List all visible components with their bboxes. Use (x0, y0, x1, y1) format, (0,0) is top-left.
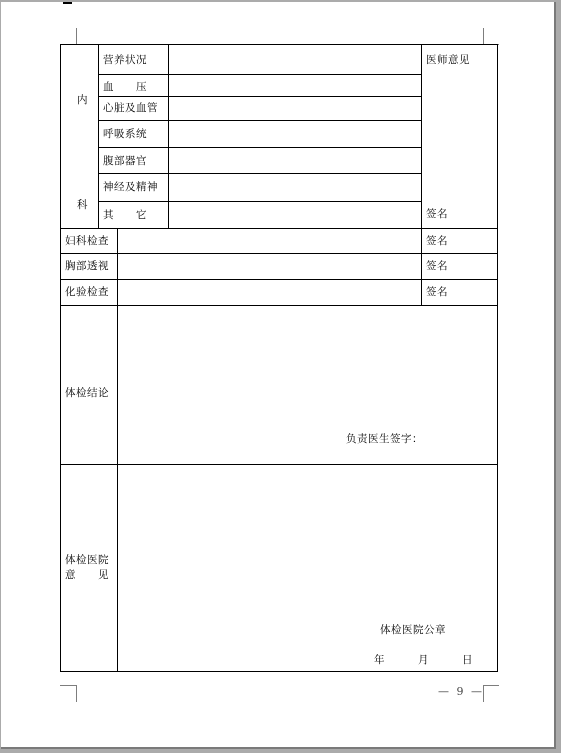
chest-xray-label: 胸部透视 (65, 260, 109, 272)
item-label-blood-pressure: 血 压 (103, 81, 147, 93)
page-number: — 9 — (438, 685, 484, 698)
conclusion-label: 体检结论 (65, 387, 109, 399)
item-label-other: 其 它 (103, 209, 147, 221)
internal-medicine-label-top: 内 (77, 94, 88, 106)
chest-xray-signature-label: 签名 (426, 260, 448, 272)
document-page (1, 2, 556, 749)
item-label-respiratory: 呼吸系统 (103, 128, 147, 140)
item-label-nutrition: 营养状况 (103, 54, 147, 66)
gynecology-signature-label: 签名 (426, 235, 448, 247)
lab-tests-signature-label: 签名 (426, 286, 448, 298)
date-label: 年 月 日 (374, 654, 473, 666)
page-top-marker (63, 2, 72, 4)
hospital-opinion-label-line2: 意 见 (65, 569, 109, 581)
item-label-neuro-psych: 神经及精神 (103, 181, 158, 193)
hospital-opinion-label-line1: 体检医院 (65, 554, 109, 566)
item-label-abdominal: 腹部器官 (103, 155, 147, 167)
doctor-opinion-label: 医师意见 (426, 54, 470, 66)
gynecology-label: 妇科检查 (65, 235, 109, 247)
internal-medicine-label-bottom: 科 (77, 199, 88, 211)
internal-medicine-signature-label: 签名 (426, 208, 448, 220)
lab-tests-label: 化验检查 (65, 286, 109, 298)
item-label-heart-vessels: 心脏及血管 (103, 102, 158, 114)
hospital-seal-label: 体检医院公章 (380, 624, 446, 636)
responsible-doctor-signature-label: 负责医生签字： (346, 433, 423, 445)
